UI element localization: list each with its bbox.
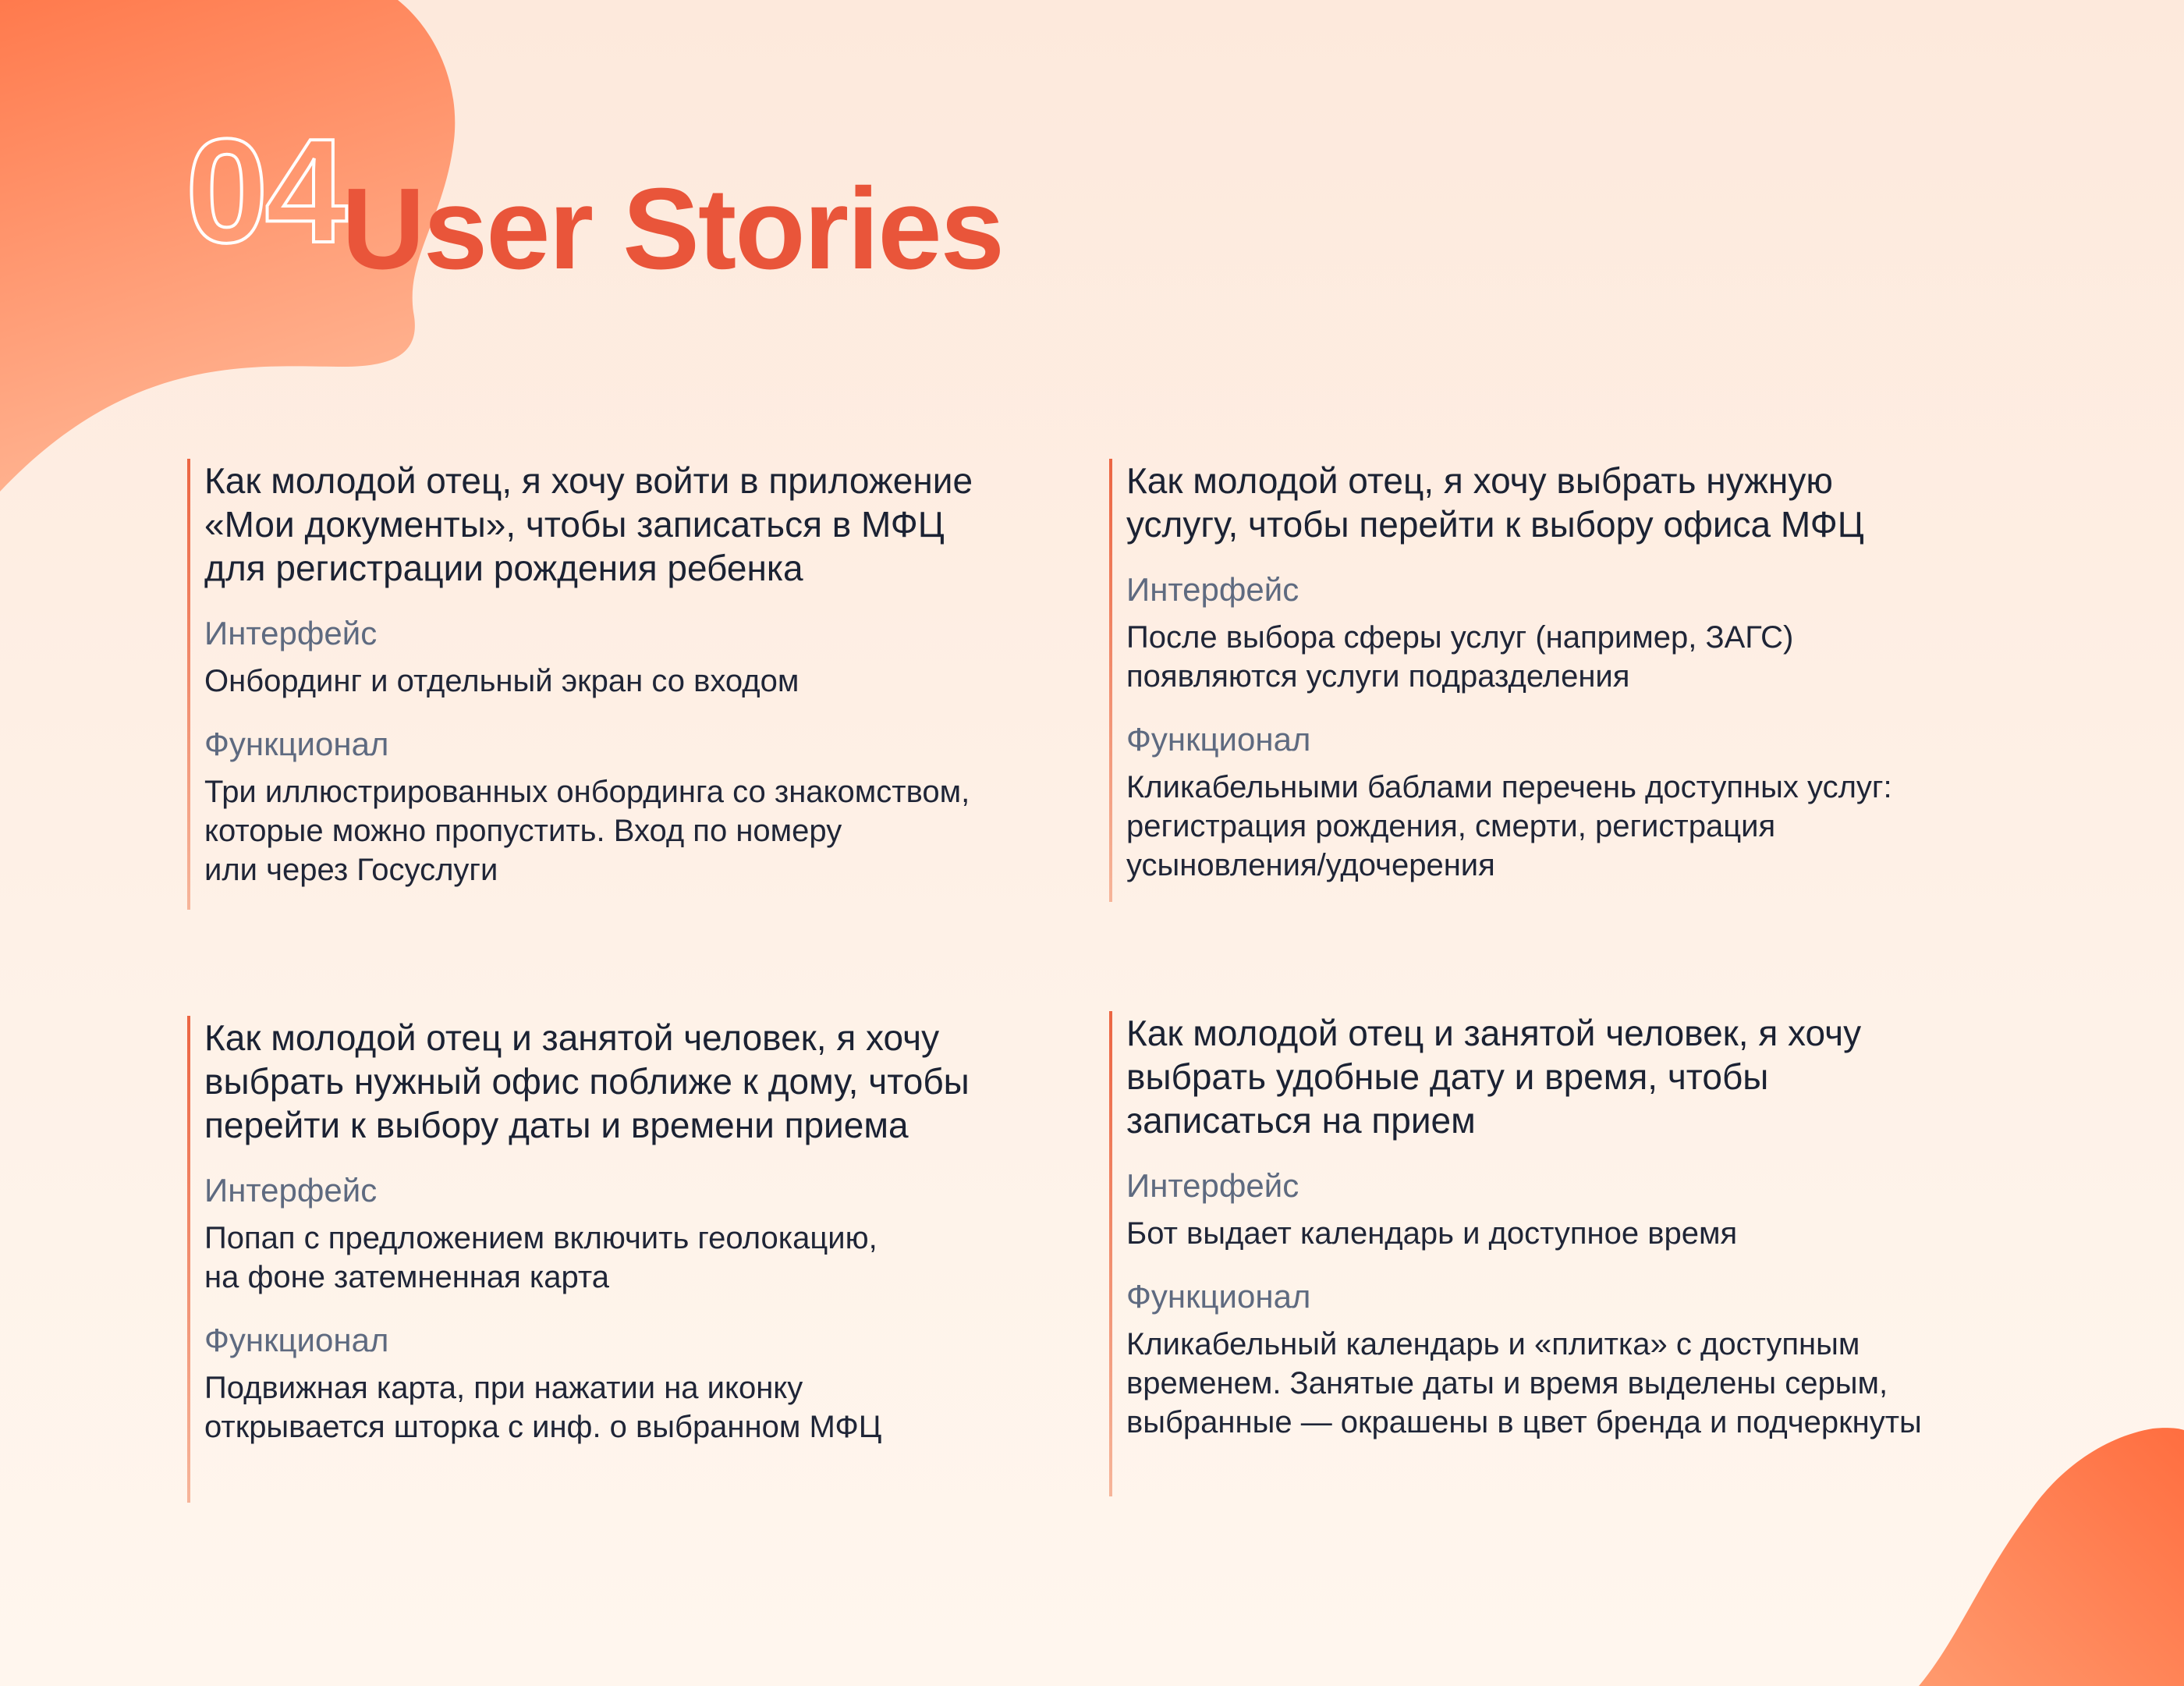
functional-text: Три иллюстрированных онбординга со знакомством, которые можно пропустить. Вход по номеру или через Госуслуги [204,775,970,887]
functional-label: Функционал [1126,1278,1311,1315]
functional-label: Функционал [204,726,389,762]
interface-text: После выбора сферы услуг (например, ЗАГС) появляются услуги подразделения [1126,620,1794,694]
story-title: Как молодой отец и занятой человек, я хочу выбрать нужный офис поближе к дому, чтобы перейти к выбору даты и времени приема [204,1017,970,1145]
interface-label: Интерфейс [204,615,378,651]
story-title: Как молодой отец, я хочу войти в приложение «Мои документы», чтобы записаться в МФЦ для регистрации рождения ребенка [204,460,973,588]
section-number: 04 [186,108,345,274]
functional-label: Функционал [204,1322,389,1358]
user-story-card [1109,459,2000,902]
functional-text: Подвижная карта, при нажатии на иконку открывается шторка с инф. о выбранном МФЦ [204,1371,882,1444]
user-story-card [1109,1011,2000,1496]
interface-text: Попап с предложением включить геолокацию, на фоне затемненная карта [204,1221,878,1294]
functional-text: Кликабельный календарь и «плитка» с доступным временем. Занятые даты и время выделены серым, выбранные — окрашены в цвет бренда и подчеркнуты [1126,1327,1922,1439]
interface-text: Бот выдает календарь и доступное время [1126,1216,1738,1251]
story-title: Как молодой отец и занятой человек, я хочу выбрать удобные дату и время, чтобы записаться на прием [1126,1013,1862,1141]
functional-label: Функционал [1126,721,1311,758]
page-title: User Stories [342,165,1003,293]
user-story-card [187,1016,1078,1503]
interface-label: Интерфейс [1126,1167,1299,1204]
interface-label: Интерфейс [1126,571,1299,608]
user-story-card [187,459,1078,910]
interface-text: Онбординг и отдельный экран со входом [204,664,800,698]
functional-text: Кликабельными баблами перечень доступных услуг: регистрация рождения, смерти, регистрация усыновления/удочерения [1126,770,1892,882]
interface-label: Интерфейс [204,1172,378,1209]
story-title: Как молодой отец, я хочу выбрать нужную услугу, чтобы перейти к выбору офиса МФЦ [1126,460,1864,545]
